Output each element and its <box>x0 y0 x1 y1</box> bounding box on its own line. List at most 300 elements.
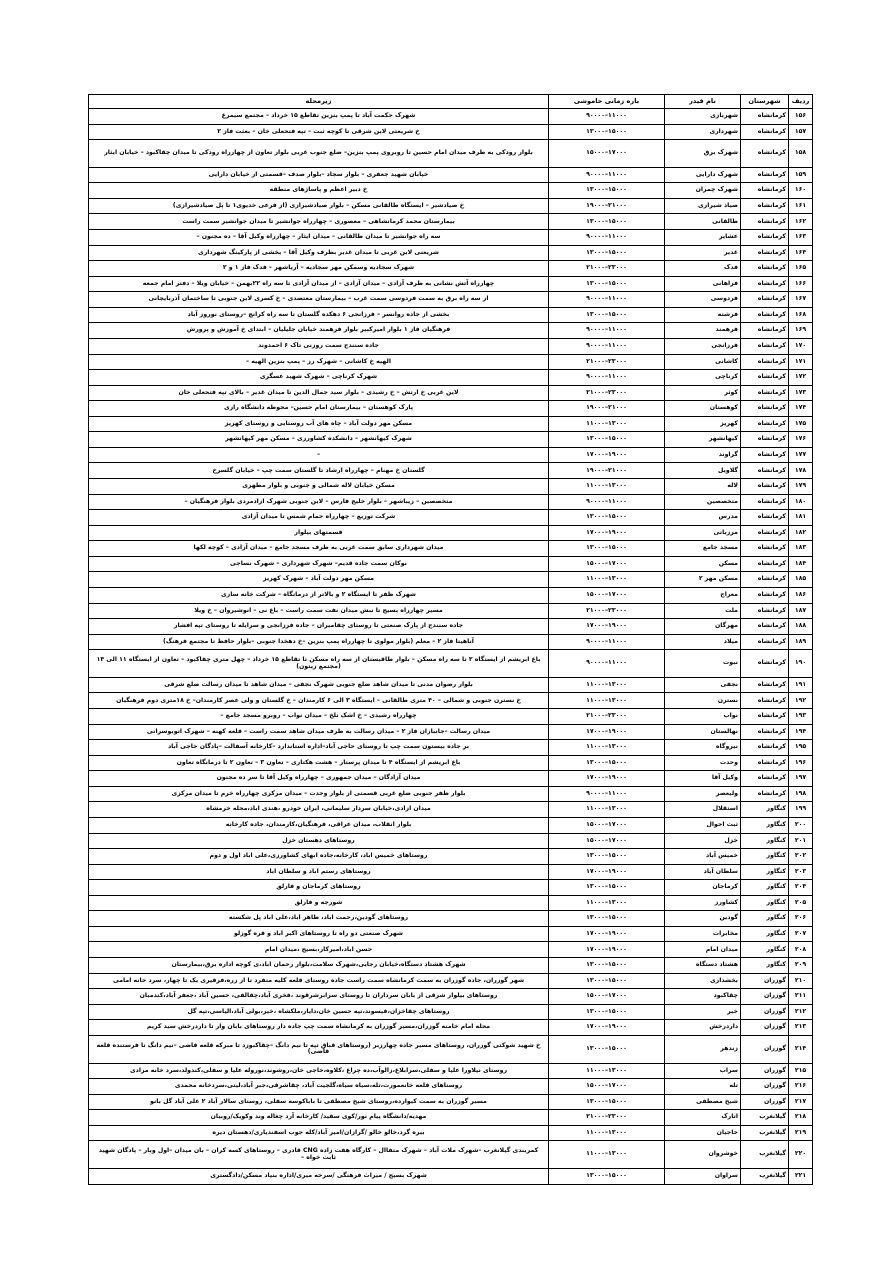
table-header-row <box>89 95 813 109</box>
city-cell: کرمانشاه <box>741 401 789 417</box>
feeder-cell: فردوسی <box>665 292 741 308</box>
subarea-cell: مسیر چهارراه بسیج تا نبش میدان نفت سمت راست – باغ نی – انوشیروان – خ ویلا <box>89 603 549 619</box>
subarea-cell: نوکان سمت جاده قدیم– شهرک شهرداری – شهرک نساجی <box>89 556 549 572</box>
table-row <box>89 370 813 386</box>
subarea-cell: بلوار رودکی به طرف میدان امام حسین تا روبروی پمپ بنزین– ضلع جنوب غربی بلوار تعاون از چهارراه رودکی تا میدان چقاکبود – خیابان ایثار <box>89 140 549 168</box>
row-number-cell: ۱۶۵ <box>789 261 813 277</box>
feeder-cell: کاشانی <box>665 354 741 370</box>
table-row <box>89 556 813 572</box>
feeder-cell: هشتاد دستگاه <box>665 958 741 974</box>
feeder-cell: کوثر <box>665 385 741 401</box>
table-row <box>89 416 813 432</box>
city-cell: کرمانشاه <box>741 370 789 386</box>
time-window-cell: ۲۱۰۰۰–۲۳۰۰۰ <box>549 1110 665 1126</box>
time-window-cell: ۱۹۰۰۰–۲۱۰۰۰ <box>549 401 665 417</box>
feeder-cell: سلطان آباد <box>665 864 741 880</box>
time-window-cell: ۱۱۰۰۰–۱۳۰۰۰ <box>549 479 665 495</box>
table-row <box>89 494 813 510</box>
subarea-cell: خ نسترن جنوبی و شمالی – ۴۰ متری طالقانی – ایستگاه ۳ الی ۶ کارمندان – خ گلستان و ولی عصر کارمندان– خ ۱۸متری دوم فرهنگیان <box>89 693 549 709</box>
time-window-cell: ۹۰۰۰۰–۱۱۰۰۰ <box>549 292 665 308</box>
time-window-cell: ۱۳۰۰۰–۱۵۰۰۰ <box>549 245 665 261</box>
table-row <box>89 261 813 277</box>
subarea-cell: میدان شهرداری سابق سمت غربی به طرف مسجد جامع – میدان آزادی – کوچه لکها <box>89 541 549 557</box>
table-row <box>89 214 813 230</box>
city-cell: کنگاور <box>741 817 789 833</box>
table-row <box>89 634 813 650</box>
city-cell: کرمانشاه <box>741 307 789 323</box>
city-cell: کنگاور <box>741 833 789 849</box>
feeder-cell: شهرک برق <box>665 140 741 168</box>
row-number-cell: ۲۰۴ <box>789 880 813 896</box>
city-cell: کرمانشاه <box>741 124 789 140</box>
table-row <box>89 786 813 802</box>
time-window-cell: ۱۷۰۰۰–۱۹۰۰۰ <box>549 619 665 635</box>
subarea-cell: گلستان خ مهنام – چهارراه ارشاد تا گلستان سمت چپ – خیابان گلسرخ <box>89 463 549 479</box>
row-number-cell: ۱۸۷ <box>789 603 813 619</box>
subarea-cell: متخصصین – زیباشهر – بلوار خلیج فارس – لاین جنوبی شهرک ازادمردی بلوار فرهنگیان – <box>89 494 549 510</box>
city-cell: کنگاور <box>741 864 789 880</box>
feeder-cell: سراوان <box>665 1169 741 1185</box>
feeder-cell: خوشروان <box>665 1141 741 1169</box>
subarea-cell: شهرک حکمت آباد تا پمپ بنزین تقاطع ۱۵ خرداد – مجتمع سیمرغ <box>89 109 549 125</box>
subarea-cell: بیمارستان محمد کرمانشاهی – معصوری – چهارراه جوانشیر تا میدان جوانشیر سمت راست <box>89 214 549 230</box>
city-cell: کرمانشاه <box>741 385 789 401</box>
feeder-cell: معراج <box>665 587 741 603</box>
row-number-cell: ۲۱۴ <box>789 1035 813 1063</box>
city-cell: کرمانشاه <box>741 541 789 557</box>
subarea-cell: کمربندی گیلانغرب –شهرک ملات آباد – شهرک متفاال – کارگاه هفت زاده CNG قادری – روستاهای کسه کران – بان میدان –اول وبار – پادگان شهید ثابت خواه – <box>89 1141 549 1169</box>
table-row <box>89 167 813 183</box>
row-number-cell: ۱۶۸ <box>789 307 813 323</box>
subarea-cell: بلوار ظفر جنوبی ضلع غربی قسمتی از بلوار وحدت – میدان مرکزی چهارراه خرم تا میدان مرکزی <box>89 786 549 802</box>
city-cell: گیلانغرب <box>741 1110 789 1126</box>
city-cell: گوزران <box>741 1079 789 1095</box>
subarea-cell: قسمتهای بیلوار <box>89 525 549 541</box>
subarea-cell: شهرک هشتاد دستگاه،خیابان رجایی،شهرک سلامت،بلوار رحمان اباد،ی کوچه اداره برق،بیمارستان <box>89 958 549 974</box>
city-cell: کرمانشاه <box>741 494 789 510</box>
row-number-cell: ۱۸۲ <box>789 525 813 541</box>
time-window-cell: ۱۱۰۰۰–۱۳۰۰۰ <box>549 1141 665 1169</box>
city-cell: کرمانشاه <box>741 634 789 650</box>
feeder-cell: مرزبانی <box>665 525 741 541</box>
table-row <box>89 245 813 261</box>
header-subarea: زیرمحله <box>89 95 549 109</box>
feeder-cell: نبوت <box>665 650 741 678</box>
city-cell: کرمانشاه <box>741 619 789 635</box>
subarea-cell: روستاهای خمیس اباد، کارخانه،جاده ابهای کشاورزی،علی اباد اول و دوم <box>89 849 549 865</box>
row-number-cell: ۱۷۸ <box>789 463 813 479</box>
row-number-cell: ۱۶۷ <box>789 292 813 308</box>
subarea-cell: روستاهای قلعه خانعمورت،تله،سیاه سیاه،گلجیت آباد، چقاشرقی،جبر آباد،لیتی،سردخانه محمدی <box>89 1079 549 1095</box>
city-cell: کرمانشاه <box>741 693 789 709</box>
table-row <box>89 479 813 495</box>
table-row <box>89 124 813 140</box>
table-row <box>89 989 813 1005</box>
row-number-cell: ۲۱۷ <box>789 1094 813 1110</box>
table-row <box>89 1169 813 1185</box>
feeder-cell: کرناچی <box>665 370 741 386</box>
time-window-cell: ۱۳۰۰۰–۱۵۰۰۰ <box>549 183 665 199</box>
table-row <box>89 926 813 942</box>
feeder-cell: عشایر <box>665 230 741 246</box>
feeder-cell: گلاویل <box>665 463 741 479</box>
table-row <box>89 864 813 880</box>
row-number-cell: ۱۸۰ <box>789 494 813 510</box>
table-row <box>89 833 813 849</box>
city-cell: کنگاور <box>741 926 789 942</box>
table-row <box>89 771 813 787</box>
table-row <box>89 958 813 974</box>
feeder-cell: ولیعصر <box>665 786 741 802</box>
feeder-cell: کیهانشهر <box>665 432 741 448</box>
subarea-cell: میدان رسالت –جانبازان فاز ۲ – میدان رسالت به طرف میدان شاهد سمت راست – قلعه کهنه – شهرک اتوبوسرانی <box>89 724 549 740</box>
feeder-cell: کوهستان <box>665 401 741 417</box>
table-row <box>89 693 813 709</box>
row-number-cell: ۲۲۰ <box>789 1141 813 1169</box>
time-window-cell: ۱۳۰۰۰–۱۵۰۰۰ <box>549 307 665 323</box>
table-row <box>89 140 813 168</box>
time-window-cell: ۱۳۰۰۰–۱۵۰۰۰ <box>549 276 665 292</box>
row-number-cell: ۲۱۹ <box>789 1125 813 1141</box>
subarea-cell: روستاهای چقاخزان،قیسوند،تپه حسین خان،دایار،ملکشاه ،خیر،بولی آباد،الیاسی،تپه گل <box>89 1004 549 1020</box>
table-row <box>89 1004 813 1020</box>
feeder-cell: بخشداری <box>665 973 741 989</box>
city-cell: کرمانشاه <box>741 198 789 214</box>
city-cell: کرمانشاه <box>741 525 789 541</box>
time-window-cell: ۱۱۰۰۰–۱۳۰۰۰ <box>549 572 665 588</box>
feeder-cell: سراب <box>665 1063 741 1079</box>
table-row <box>89 650 813 678</box>
row-number-cell: ۱۸۱ <box>789 510 813 526</box>
time-window-cell: ۱۱۰۰۰–۱۳۰۰۰ <box>549 740 665 756</box>
time-window-cell: ۱۹۰۰۰–۲۱۰۰۰ <box>549 463 665 479</box>
feeder-cell: حاجیان <box>665 1125 741 1141</box>
city-cell: کرمانشاه <box>741 510 789 526</box>
feeder-cell: وکیل آقا <box>665 771 741 787</box>
row-number-cell: ۱۹۸ <box>789 786 813 802</box>
table-row <box>89 709 813 725</box>
subarea-cell: شهرک سجادیه وسمکن مهر سجادیه – آریاشهر – فدک فاز ۱ و ۲ <box>89 261 549 277</box>
outage-schedule-sheet <box>88 94 812 1185</box>
row-number-cell: ۱۹۹ <box>789 802 813 818</box>
feeder-cell: فراهانی <box>665 276 741 292</box>
feeder-cell: نجفی <box>665 677 741 693</box>
table-row <box>89 385 813 401</box>
subarea-cell: جاده سنندج از پارک صنعتی تا روستای چقامیران – جاده فرزانجی و سرایله تا روستای تپه افشار <box>89 619 549 635</box>
table-row <box>89 292 813 308</box>
subarea-cell: – <box>89 447 549 463</box>
row-number-cell: ۲۱۱ <box>789 989 813 1005</box>
subarea-cell: خ دبیر اعظم و پاساژهای منطقه <box>89 183 549 199</box>
subarea-cell: شهرک کرناچی – شهرک شهید عسگری <box>89 370 549 386</box>
feeder-cell: طالقانی <box>665 214 741 230</box>
time-window-cell: ۱۵۰۰۰–۱۷۰۰۰ <box>549 587 665 603</box>
feeder-cell: مسجد جامع <box>665 541 741 557</box>
time-window-cell: ۱۵۰۰۰–۱۷۰۰۰ <box>549 989 665 1005</box>
subarea-cell: شهرک صنعتی دو راه تا روستاهای اکبر اباد و قره گوزلو <box>89 926 549 942</box>
table-row <box>89 323 813 339</box>
subarea-cell: الهیه خ کاشانی – شهرک رز – پمپ بنزین الهیه – <box>89 354 549 370</box>
time-window-cell: ۱۷۰۰۰–۱۹۰۰۰ <box>549 724 665 740</box>
row-number-cell: ۱۹۴ <box>789 724 813 740</box>
row-number-cell: ۲۰۵ <box>789 895 813 911</box>
table-row <box>89 1125 813 1141</box>
feeder-cell: کشاورز <box>665 895 741 911</box>
time-window-cell: ۱۳۰۰۰–۱۵۰۰۰ <box>549 510 665 526</box>
city-cell: کرمانشاه <box>741 416 789 432</box>
table-row <box>89 1020 813 1036</box>
feeder-cell: فرهمند <box>665 323 741 339</box>
table-row <box>89 307 813 323</box>
time-window-cell: ۱۳۰۰۰–۱۵۰۰۰ <box>549 755 665 771</box>
table-row <box>89 198 813 214</box>
feeder-cell: نواب <box>665 709 741 725</box>
time-window-cell: ۹۰۰۰۰–۱۱۰۰۰ <box>549 230 665 246</box>
time-window-cell: ۱۱۰۰۰–۱۳۰۰۰ <box>549 895 665 911</box>
subarea-cell: بخشی از جاده روانسر – فرزانجی ۶ دهکده گلستان تا سه راه کرانچ –روستای نوروز آباد <box>89 307 549 323</box>
time-window-cell: ۱۷۰۰۰–۱۹۰۰۰ <box>549 771 665 787</box>
subarea-cell: روستاهای رستم اباد و سلطان اباد <box>89 864 549 880</box>
row-number-cell: ۱۷۷ <box>789 447 813 463</box>
city-cell: کرمانشاه <box>741 709 789 725</box>
row-number-cell: ۱۷۱ <box>789 354 813 370</box>
table-row <box>89 677 813 693</box>
row-number-cell: ۱۶۱ <box>789 198 813 214</box>
time-window-cell: ۹۰۰۰۰–۱۱۰۰۰ <box>549 786 665 802</box>
subarea-cell: باغ ابریشم از ایستگاه ۴ تا میدان پرستار – هشت هکتاری – تعاون ۳ – تعاون ۲ تا درمانگاه تعاون <box>89 755 549 771</box>
feeder-cell: گراوند <box>665 447 741 463</box>
subarea-cell: بیره گرد،خالو خالو /گرازان/امیر آباد/کله جوب اسفندیاری/دهستان دیره <box>89 1125 549 1141</box>
time-window-cell: ۹۰۰۰۰–۱۱۰۰۰ <box>549 323 665 339</box>
row-number-cell: ۱۹۱ <box>789 677 813 693</box>
feeder-cell: مهرگان <box>665 619 741 635</box>
table-row <box>89 338 813 354</box>
table-row <box>89 401 813 417</box>
row-number-cell: ۲۰۹ <box>789 958 813 974</box>
subarea-cell: میدان ازادی،خیابان سردار سلیمانی، ایران خودرو ،هندی اباد،محله خرمشاه <box>89 802 549 818</box>
table-row <box>89 510 813 526</box>
row-number-cell: ۱۶۲ <box>789 214 813 230</box>
feeder-cell: لاله <box>665 479 741 495</box>
city-cell: گوزران <box>741 1004 789 1020</box>
city-cell: کنگاور <box>741 911 789 927</box>
row-number-cell: ۱۷۴ <box>789 401 813 417</box>
feeder-cell: کرماجان <box>665 880 741 896</box>
subarea-cell: مسکن خیابان لاله شمالی و جنوبی و بلوار مطهری <box>89 479 549 495</box>
time-window-cell: ۲۱۰۰۰–۲۳۰۰۰ <box>549 709 665 725</box>
subarea-cell: شهرک کیهانشهر – دانشکده کشاورزی – مسکن مهر کیهانشهر <box>89 432 549 448</box>
time-window-cell: ۹۰۰۰۰–۱۱۰۰۰ <box>549 167 665 183</box>
city-cell: گوزران <box>741 1063 789 1079</box>
row-number-cell: ۱۹۵ <box>789 740 813 756</box>
row-number-cell: ۲۱۸ <box>789 1110 813 1126</box>
time-window-cell: ۱۷۰۰۰–۱۹۰۰۰ <box>549 942 665 958</box>
city-cell: کنگاور <box>741 849 789 865</box>
table-row <box>89 587 813 603</box>
city-cell: کرمانشاه <box>741 677 789 693</box>
subarea-cell: چهارراه رشیدی – خ اشک تلخ – میدان نواب – روبرو مسجد جامع – <box>89 709 549 725</box>
time-window-cell: ۱۳۰۰۰–۱۵۰۰۰ <box>549 124 665 140</box>
table-row <box>89 1079 813 1095</box>
feeder-cell: نهالستان <box>665 724 741 740</box>
time-window-cell: ۹۰۰۰۰–۱۱۰۰۰ <box>549 338 665 354</box>
feeder-cell: ثبت احوال <box>665 817 741 833</box>
city-cell: کرمانشاه <box>741 230 789 246</box>
feeder-cell: میلاد <box>665 634 741 650</box>
row-number-cell: ۱۵۶ <box>789 109 813 125</box>
row-number-cell: ۱۶۰ <box>789 183 813 199</box>
table-row <box>89 973 813 989</box>
table-row <box>89 1063 813 1079</box>
row-number-cell: ۱۷۵ <box>789 416 813 432</box>
subarea-cell: آناهیتا فاز ۲ – معلم (بلوار مولوی تا چهارراه پمپ بنزین –خ دهخدا جنوبی –بلوار حافظ تا مجتمع فرهنگ) <box>89 634 549 650</box>
time-window-cell: ۱۵۰۰۰–۱۷۰۰۰ <box>549 140 665 168</box>
row-number-cell: ۱۹۰ <box>789 650 813 678</box>
feeder-cell: داردرخش <box>665 1020 741 1036</box>
feeder-cell: خیر <box>665 1004 741 1020</box>
time-window-cell: ۱۱۰۰۰–۱۳۰۰۰ <box>549 416 665 432</box>
feeder-cell: نیروگاه <box>665 740 741 756</box>
subarea-cell: مسکن مهر دولت آباد – چاه های آب روستایی و روستای کهریز <box>89 416 549 432</box>
feeder-cell: خمیس آباد <box>665 849 741 865</box>
time-window-cell: ۹۰۰۰۰–۱۱۰۰۰ <box>549 650 665 678</box>
subarea-cell: سه راه جوانشیر تا میدان طالقانی – میدان ایثار – چهارراه وکیل آقا – ده مجنون – <box>89 230 549 246</box>
row-number-cell: ۱۸۴ <box>789 556 813 572</box>
row-number-cell: ۱۷۲ <box>789 370 813 386</box>
time-window-cell: ۱۹۰۰۰–۲۱۰۰۰ <box>549 198 665 214</box>
time-window-cell: ۱۱۰۰۰–۱۳۰۰۰ <box>549 693 665 709</box>
row-number-cell: ۱۶۶ <box>789 276 813 292</box>
subarea-cell: از سه راه برق به سمت فردوسی سمت غرب – بیمارستان معتضدی – خ کسری لاین جنوبی تا ساختمان آذربایجانی <box>89 292 549 308</box>
row-number-cell: ۱۵۸ <box>789 140 813 168</box>
feeder-cell: چقاکبود <box>665 989 741 1005</box>
table-row <box>89 619 813 635</box>
table-row <box>89 817 813 833</box>
subarea-cell: بر جاده بیستون سمت چپ تا روستای حاجی آباد–اداره استاندارد –کارخانه آسفالت –پادگان حاجی آباد <box>89 740 549 756</box>
city-cell: کرمانشاه <box>741 755 789 771</box>
subarea-cell: روستاهای بیلوار شرقی از بابان سرداران تا روستای سرابرشرقوند ،فخری آباد،چقالفی، حسین آباد ،جعفر آباد،کندمبان <box>89 989 549 1005</box>
feeder-cell: غدیر <box>665 245 741 261</box>
subarea-cell: بلوار انقلاب، میدان عراقی، فرهنگیان،کارمندان، جاده کارخانه <box>89 817 549 833</box>
subarea-cell: مسکن مهر دولت آباد – شهرک کهریز <box>89 572 549 588</box>
time-window-cell: ۱۷۰۰۰–۱۹۰۰۰ <box>549 864 665 880</box>
city-cell: کنگاور <box>741 942 789 958</box>
subarea-cell: بلوار رضوان مدنی تا میدان شاهد ضلع جنوبی شهرک نجفی – میدان شاهد تا میدان رسالت ضلع شرقی <box>89 677 549 693</box>
subarea-cell: باغ ابریشم از ایستگاه ۲ تا سه راه مسکن – بلوار طاقبستان از سه راه مسکن تا تقاطع ۱۵ خرداد – چهل متری چقاکبود – تعاون از ایستگاه ۱۱ الی ۱۴ (مجتمع زیتون) <box>89 650 549 678</box>
feeder-cell: استقلال <box>665 802 741 818</box>
time-window-cell: ۱۱۰۰۰–۱۳۰۰۰ <box>549 802 665 818</box>
row-number-cell: ۲۰۶ <box>789 911 813 927</box>
feeder-cell: مسکن <box>665 556 741 572</box>
time-window-cell: ۱۵۰۰۰–۱۷۰۰۰ <box>549 817 665 833</box>
time-window-cell: ۱۳۰۰۰–۱۵۰۰۰ <box>549 911 665 927</box>
table-row <box>89 463 813 479</box>
header-row-number: ردیف <box>789 95 813 109</box>
row-number-cell: ۱۶۴ <box>789 245 813 261</box>
time-window-cell: ۱۳۰۰۰–۱۵۰۰۰ <box>549 1004 665 1020</box>
subarea-cell: شورجه و فارلق <box>89 895 549 911</box>
row-number-cell: ۱۵۷ <box>789 124 813 140</box>
subarea-cell: روستاهای کرماجان و فارلق <box>89 880 549 896</box>
subarea-cell: خ صیادشیر – ایستگاه طالقانی مسکن – بلوار صیادشیرازی (از فرعی خدیوی۱ تا پل صیادشیرازی) <box>89 198 549 214</box>
row-number-cell: ۲۰۸ <box>789 942 813 958</box>
table-row <box>89 1110 813 1126</box>
row-number-cell: ۱۵۹ <box>789 167 813 183</box>
row-number-cell: ۲۱۶ <box>789 1079 813 1095</box>
table-row <box>89 354 813 370</box>
time-window-cell: ۱۵۰۰۰–۱۷۰۰۰ <box>549 556 665 572</box>
feeder-cell: گودین <box>665 911 741 927</box>
feeder-cell: فرزانجی <box>665 338 741 354</box>
city-cell: کرمانشاه <box>741 276 789 292</box>
table-row <box>89 1141 813 1169</box>
city-cell: کرمانشاه <box>741 786 789 802</box>
city-cell: کرمانشاه <box>741 109 789 125</box>
row-number-cell: ۲۰۰ <box>789 817 813 833</box>
city-cell: گیلانغرب <box>741 1125 789 1141</box>
subarea-cell: محله امام خامنه گوزران،مسیر گوزران به کرمانشاه سمت چپ جاده دار روستاهای بابان وار تا داردرخش سید کریم <box>89 1020 549 1036</box>
city-cell: کرمانشاه <box>741 323 789 339</box>
feeder-cell: مخابرات <box>665 926 741 942</box>
subarea-cell: فرهنگیان فاز ۱ بلوار امیرکبیر بلوار فرهمند خیابان جلیلیان – ابتدای خ آموزش و پرورش <box>89 323 549 339</box>
row-number-cell: ۱۷۶ <box>789 432 813 448</box>
city-cell: کرمانشاه <box>741 183 789 199</box>
city-cell: کرمانشاه <box>741 479 789 495</box>
feeder-cell: صیاد شیرازی <box>665 198 741 214</box>
time-window-cell: ۱۳۰۰۰–۱۵۰۰۰ <box>549 1169 665 1185</box>
row-number-cell: ۲۲۱ <box>789 1169 813 1185</box>
subarea-cell: جاده سنندج سمت روزنی تاک ۶ احمدوند <box>89 338 549 354</box>
table-row <box>89 183 813 199</box>
subarea-cell: خ شهید شوکتی گوزران، روستاهای مسیر جاده چهارزبر (روستاهای قباق تپه تا نیم دانگ –چقاکبوزد تا مبرکه قلعه قاضی –نیم دانگ تا فرستنده قلعه قاضی) <box>89 1035 549 1063</box>
row-number-cell: ۱۶۳ <box>789 230 813 246</box>
feeder-cell: فدک <box>665 261 741 277</box>
row-number-cell: ۱۸۹ <box>789 634 813 650</box>
subarea-cell: شرکت توزیع – چهارراه حمام شمس تا میدان آزادی <box>89 510 549 526</box>
city-cell: گوزران <box>741 1020 789 1036</box>
city-cell: کرمانشاه <box>741 650 789 678</box>
row-number-cell: ۱۹۳ <box>789 709 813 725</box>
feeder-cell: مسکن مهر ۲ <box>665 572 741 588</box>
feeder-cell: فرشته <box>665 307 741 323</box>
row-number-cell: ۲۱۲ <box>789 1004 813 1020</box>
city-cell: کرمانشاه <box>741 292 789 308</box>
table-row <box>89 740 813 756</box>
city-cell: کرمانشاه <box>741 432 789 448</box>
subarea-cell: مسیر گوزران به سمت کیوارده،روستای شیخ مصطفی تا باباکوسه سفلی، روستای سالار آباد ۲ علی آباد گل بانو <box>89 1094 549 1110</box>
time-window-cell: ۱۱۰۰۰–۱۳۰۰۰ <box>549 1063 665 1079</box>
feeder-cell: میدان امام <box>665 942 741 958</box>
city-cell: کرمانشاه <box>741 447 789 463</box>
subarea-cell: حسن اباد،امیرکار،بسیج ،میدان امام <box>89 942 549 958</box>
city-cell: کرمانشاه <box>741 740 789 756</box>
city-cell: گوزران <box>741 1094 789 1110</box>
time-window-cell: ۲۱۰۰۰–۲۳۰۰۰ <box>549 354 665 370</box>
city-cell: کرمانشاه <box>741 214 789 230</box>
table-row <box>89 541 813 557</box>
time-window-cell: ۱۵۰۰۰–۱۷۰۰۰ <box>549 1079 665 1095</box>
table-row <box>89 724 813 740</box>
table-row <box>89 849 813 865</box>
header-feeder: نام فیدر <box>665 95 741 109</box>
city-cell: کرمانشاه <box>741 587 789 603</box>
city-cell: کنگاور <box>741 880 789 896</box>
time-window-cell: ۱۳۰۰۰–۱۵۰۰۰ <box>549 973 665 989</box>
row-number-cell: ۲۰۱ <box>789 833 813 849</box>
city-cell: کنگاور <box>741 802 789 818</box>
city-cell: کرمانشاه <box>741 463 789 479</box>
feeder-cell: کهریز <box>665 416 741 432</box>
